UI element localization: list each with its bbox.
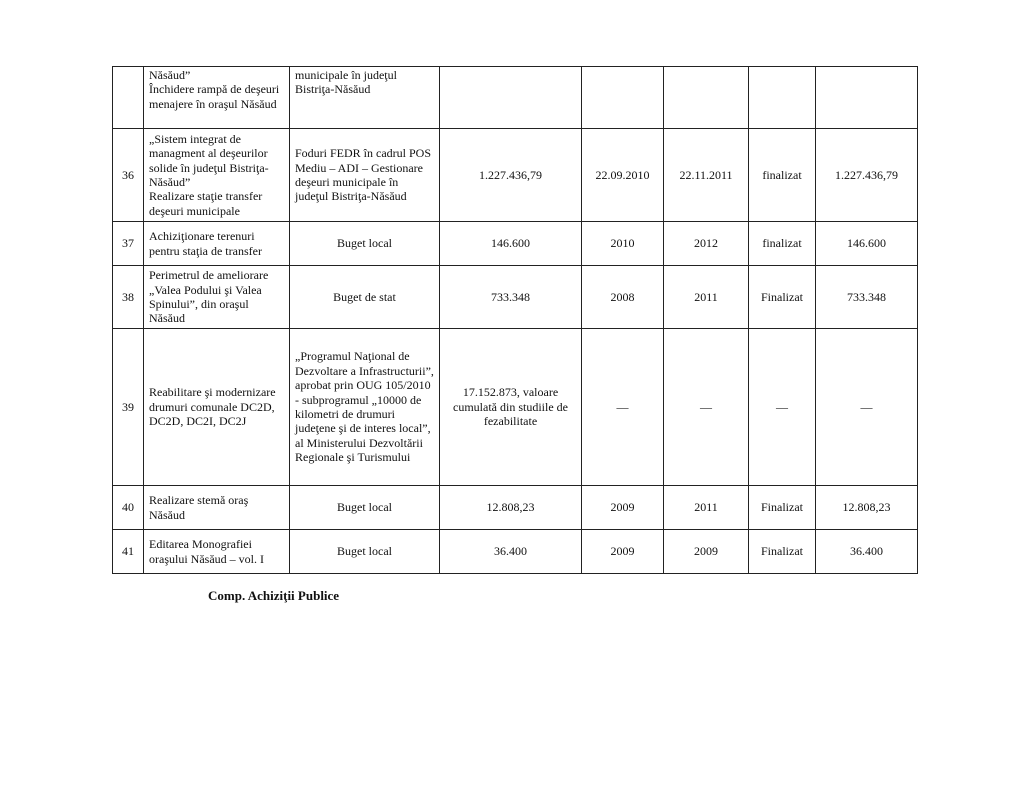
start-date-cell: 2009 <box>582 530 664 574</box>
projects-table-body <box>113 67 918 574</box>
start-date-cell: 2008 <box>582 266 664 329</box>
row-number: 36 <box>113 129 144 222</box>
end-date-cell: 2011 <box>664 266 749 329</box>
row-number: 37 <box>113 222 144 266</box>
funding-source-cell: Buget local <box>290 486 440 530</box>
end-date-cell <box>664 67 749 129</box>
start-date-cell: — <box>582 329 664 486</box>
table-row <box>113 530 918 574</box>
objective-cell: Editarea Monografiei oraşului Năsăud – vol. I <box>144 530 290 574</box>
objective-cell: Perimetrul de ameliorare „Valea Podului şi Valea Spinului”, din oraşul Năsăud <box>144 266 290 329</box>
funding-source-cell: „Programul Naţional de Dezvoltare a Infrastructurii”, aprobat prin OUG 105/2010 - subprogramul „10000 de kilometri de drumuri judeţene şi de interes local”, al Ministerului Dezvoltării Regionale şi Turismului <box>290 329 440 486</box>
funding-source-cell: municipale în judeţul Bistriţa-Năsăud <box>290 67 440 129</box>
status-cell: finalizat <box>749 222 816 266</box>
final-value-cell: 36.400 <box>816 530 918 574</box>
value-cell <box>440 67 582 129</box>
objective-cell: Năsăud” Închidere rampă de deşeuri menajere în oraşul Năsăud <box>144 67 290 129</box>
funding-source-cell: Buget local <box>290 530 440 574</box>
status-cell: finalizat <box>749 129 816 222</box>
final-value-cell <box>816 67 918 129</box>
objective-cell: Realizare stemă oraş Năsăud <box>144 486 290 530</box>
objective-cell: Reabilitare şi modernizare drumuri comunale DC2D, DC2D, DC2I, DC2J <box>144 329 290 486</box>
end-date-cell: 2012 <box>664 222 749 266</box>
objective-cell: „Sistem integrat de managment al deşeurilor solide în judeţul Bistriţa-Năsăud” Realizare staţie transfer deşeuri municipale <box>144 129 290 222</box>
status-cell: Finalizat <box>749 530 816 574</box>
status-cell: Finalizat <box>749 486 816 530</box>
funding-source-cell: Foduri FEDR în cadrul POS Mediu – ADI – Gestionare deşeuri municipale în judeţul Bistriţa-Năsăud <box>290 129 440 222</box>
start-date-cell: 22.09.2010 <box>582 129 664 222</box>
final-value-cell: — <box>816 329 918 486</box>
value-cell: 146.600 <box>440 222 582 266</box>
final-value-cell: 146.600 <box>816 222 918 266</box>
department-signature: Comp. Achiziţii Publice <box>208 588 340 603</box>
row-number: 41 <box>113 530 144 574</box>
table-row <box>113 129 918 222</box>
start-date-cell <box>582 67 664 129</box>
row-number: 40 <box>113 486 144 530</box>
end-date-cell: — <box>664 329 749 486</box>
row-number: 39 <box>113 329 144 486</box>
end-date-cell: 2009 <box>664 530 749 574</box>
start-date-cell: 2009 <box>582 486 664 530</box>
table-row <box>113 266 918 329</box>
value-cell: 36.400 <box>440 530 582 574</box>
row-number: 38 <box>113 266 144 329</box>
status-cell: — <box>749 329 816 486</box>
funding-source-cell: Buget local <box>290 222 440 266</box>
status-cell: Finalizat <box>749 266 816 329</box>
end-date-cell: 2011 <box>664 486 749 530</box>
table-row <box>113 486 918 530</box>
end-date-cell: 22.11.2011 <box>664 129 749 222</box>
table-row <box>113 67 918 129</box>
status-cell <box>749 67 816 129</box>
final-value-cell: 12.808,23 <box>816 486 918 530</box>
final-value-cell: 733.348 <box>816 266 918 329</box>
table-row <box>113 329 918 486</box>
value-cell: 733.348 <box>440 266 582 329</box>
value-cell: 1.227.436,79 <box>440 129 582 222</box>
start-date-cell: 2010 <box>582 222 664 266</box>
final-value-cell: 1.227.436,79 <box>816 129 918 222</box>
projects-table <box>112 66 918 574</box>
value-cell: 17.152.873, valoare cumulată din studiile de fezabilitate <box>440 329 582 486</box>
table-row <box>113 222 918 266</box>
objective-cell: Achiziţionare terenuri pentru staţia de transfer <box>144 222 290 266</box>
funding-source-cell: Buget de stat <box>290 266 440 329</box>
row-number <box>113 67 144 129</box>
value-cell: 12.808,23 <box>440 486 582 530</box>
